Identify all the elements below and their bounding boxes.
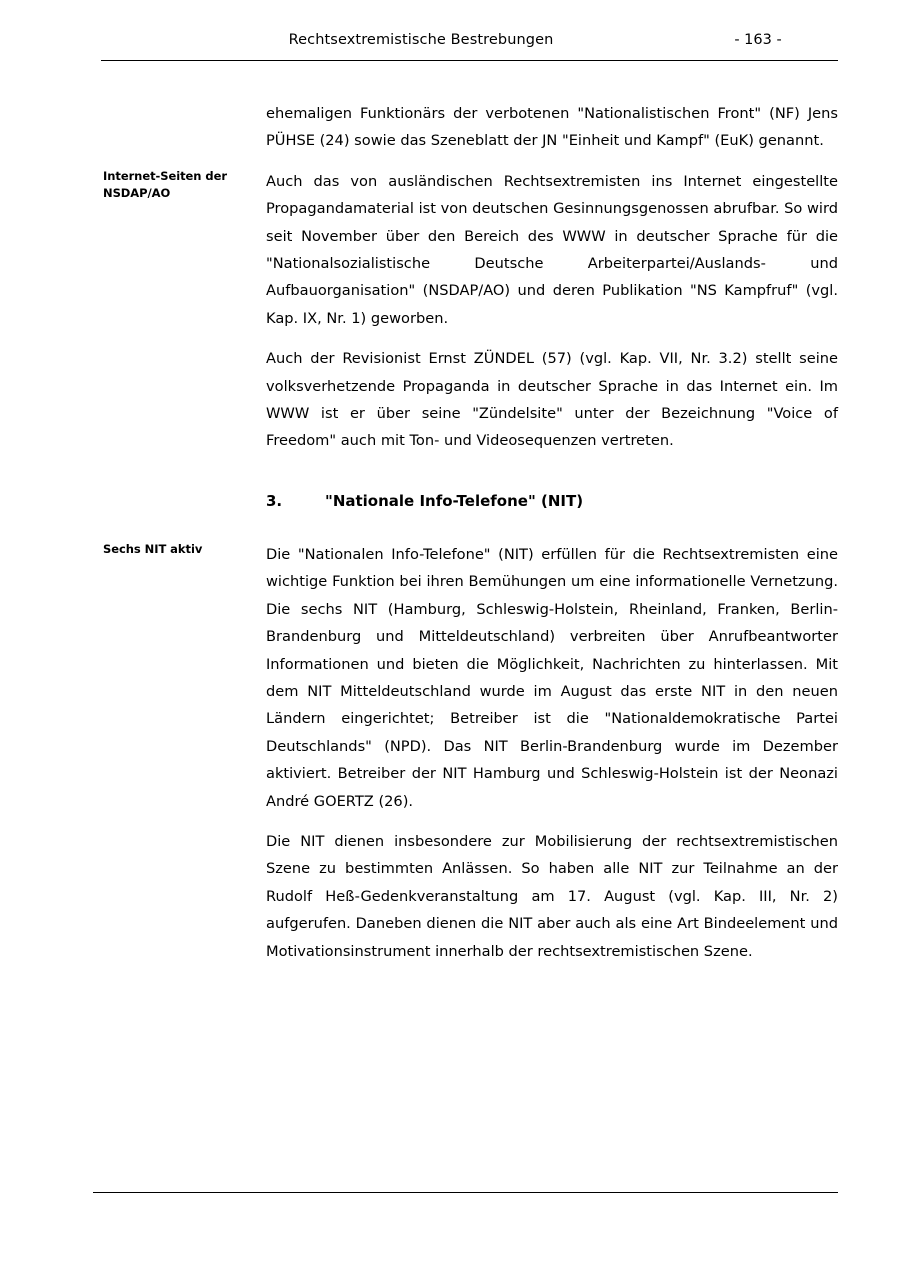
- header-rule: [101, 60, 838, 61]
- margin-note-sechs-nit-aktiv: Sechs NIT aktiv: [103, 541, 203, 556]
- paragraph-gap: [103, 815, 838, 828]
- page-header: [101, 30, 838, 58]
- paragraph-block-nit-2: [103, 828, 838, 965]
- paragraph-nsdap-ao-1: Auch das von ausländischen Rechtsextremisten ins Internet eingestellte Propagandamaterial ist von deutschen Gesinnungsgenossen abrufbar. So wird seit November über den Bereich des WWW in deutscher Sprache für die "Nationalsozialistische Deutsche Arbeiterpartei/Auslands- und Aufbauorganisation" (NSDAP/AO) und deren Publikation "NS Kampfruf" (vgl. Kap. IX, Nr. 1) geworben.: [266, 172, 838, 327]
- paragraph-nit-1: Die "Nationalen Info-Telefone" (NIT) erfüllen für die Rechtsextremisten eine wichtige Funktion bei ihren Bemühungen um eine informationelle Vernetzung. Die sechs NIT (Hamburg, Schleswig-Holstein, Rheinland, Franken, Berlin-Brandenburg und Mitteldeutschland) verbreiten über Anrufbeantworter Informationen und bieten die Möglichkeit, Nachrichten zu hinterlassen. Mit dem NIT Mitteldeutschland wurde im August das erste NIT in den neuen Ländern eingerichtet; Betreiber ist die "Nationaldemokratische Partei Deutschlands" (NPD). Das NIT Berlin-Brandenburg wurde im Dezember aktiviert. Betreiber der NIT Hamburg und Schleswig-Holstein ist der Neonazi André GOERTZ (26).: [266, 545, 838, 810]
- section-heading-block-nit: [103, 489, 838, 513]
- paragraph-block-continuation: [103, 100, 838, 155]
- paragraph-nit-2: Die NIT dienen insbesondere zur Mobilisierung der rechtsextremistischen Szene zu bestimmten Anlässen. So haben alle NIT zur Teilnahme an der Rudolf Heß-Gedenkveranstaltung am 17. August (vgl. Kap. III, Nr. 2) aufgerufen. Daneben dienen die NIT aber auch als eine Art Bindeelement und Motivationsinstrument innerhalb der rechtsextremistischen Szene.: [266, 832, 838, 960]
- paragraph-nsdap-ao-2: Auch der Revisionist Ernst ZÜNDEL (57) (vgl. Kap. VII, Nr. 3.2) stellt seine volksverhetzende Propaganda in deutscher Sprache in das Internet ein. Im WWW ist er über seine "Zündelsite" unter der Bezeichnung "Voice of Freedom" auch mit Ton- und Videosequenzen vertreten.: [266, 350, 838, 450]
- section-heading-title: "Nationale Info-Telefone" (NIT): [325, 491, 584, 510]
- section-gap-after-heading: [103, 513, 838, 541]
- paragraph-block-zuendel: [103, 345, 838, 455]
- running-head-title: Rechtsextremistische Bestrebungen: [288, 32, 554, 48]
- footer-rule: [93, 1192, 838, 1193]
- paragraph-gap: [103, 155, 838, 168]
- paragraph-gap: [103, 332, 838, 345]
- page-content: [103, 100, 838, 965]
- paragraph-continuation: ehemaligen Funktionärs der verbotenen "Nationalistischen Front" (NF) Jens PÜHSE (24) sowie das Szeneblatt der JN "Einheit und Kampf" (EuK) genannt.: [266, 105, 838, 150]
- section-gap-before-heading: [103, 455, 838, 489]
- paragraph-block-nit-1: [103, 541, 838, 815]
- margin-note-internet-seiten-nsdap-ao: Internet-Seiten der NSDAP/AO: [103, 168, 227, 201]
- paragraph-block-nsdap-ao: [103, 168, 838, 332]
- section-heading-number: 3.: [266, 491, 283, 510]
- section-heading-nit: [266, 489, 838, 513]
- page-number: - 163 -: [734, 32, 782, 48]
